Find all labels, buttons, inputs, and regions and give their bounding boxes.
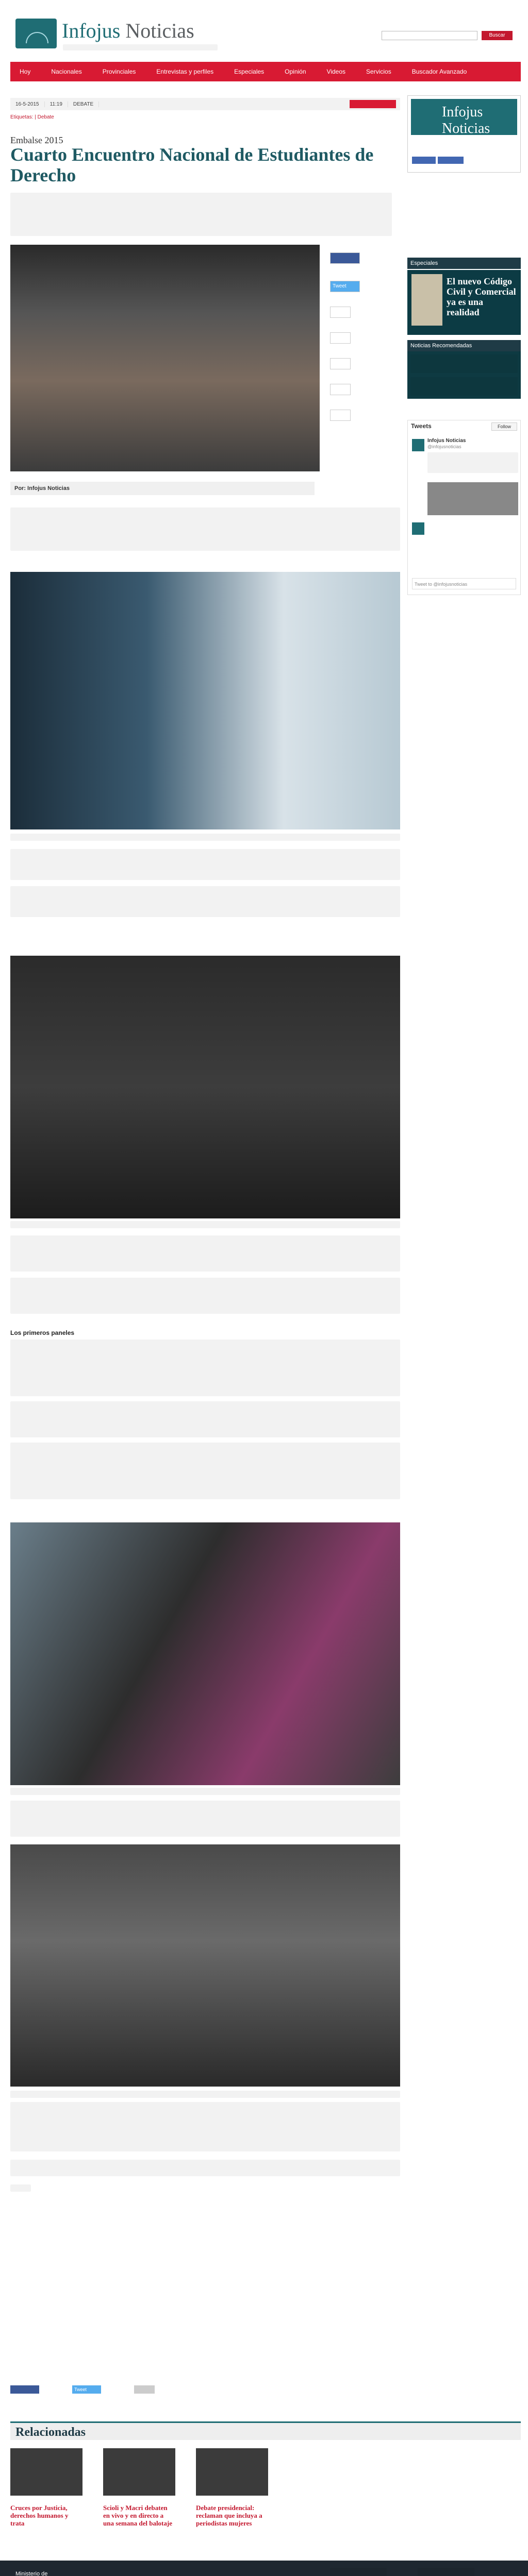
- article-paragraph: [10, 1278, 400, 1314]
- logo-tagline: [63, 44, 218, 50]
- especiales-card-title: El nuevo Código Civil y Comercial ya es una realidad: [447, 276, 516, 317]
- main-nav: [10, 62, 521, 81]
- tweet-image[interactable]: [427, 482, 518, 515]
- article-photo-speaker-2: [10, 956, 400, 1218]
- article-kicker: Embalse 2015: [10, 135, 63, 145]
- footer-link-column-2[interactable]: [418, 2568, 474, 2576]
- article-paragraph: [10, 2102, 400, 2151]
- article-paragraph: [10, 1401, 400, 1437]
- nav-item-buscador[interactable]: Buscador Avanzado: [411, 68, 467, 75]
- twitter-widget: [407, 420, 521, 595]
- article-photo-panel: [10, 1844, 400, 2087]
- nav-item-servicios[interactable]: Servicios: [366, 68, 391, 75]
- recomendada-item[interactable]: [410, 354, 518, 373]
- article-date: 16-5-2015: [10, 101, 45, 107]
- photo-caption: [10, 2091, 400, 2098]
- photo-caption: [10, 1788, 400, 1795]
- article-paragraph: [10, 886, 400, 917]
- nav-item-opinion[interactable]: Opinión: [285, 68, 306, 75]
- logo-infojus: Infojus: [62, 19, 121, 42]
- twitter-avatar[interactable]: [412, 522, 424, 535]
- section-subheading: Los primeros paneles: [10, 1329, 75, 1336]
- infojus-logo-icon[interactable]: [15, 19, 57, 48]
- site-header: [0, 0, 528, 62]
- photo-caption: [10, 1221, 400, 1228]
- gplus-share-button[interactable]: [330, 358, 351, 369]
- search-input[interactable]: [382, 31, 477, 40]
- nav-item-provinciales[interactable]: Provinciales: [102, 68, 136, 75]
- article-photo-speaker: [10, 572, 400, 829]
- infojus-brand-image[interactable]: [411, 99, 517, 135]
- article-lead: [10, 193, 392, 236]
- like-button[interactable]: [412, 157, 436, 164]
- article-section: DEBATE: [68, 101, 99, 107]
- article-paragraph: [10, 507, 400, 551]
- follow-button[interactable]: Follow: [491, 422, 517, 431]
- article-meta-bar: [10, 98, 400, 110]
- recomendadas-list: [407, 351, 521, 399]
- ministry-logo[interactable]: [15, 2571, 118, 2576]
- article-signature: [10, 2184, 31, 2192]
- tweet-input[interactable]: Tweet to @infojusnoticias: [412, 578, 516, 589]
- tweet-author[interactable]: Infojus Noticias: [427, 438, 466, 444]
- tweet-text: [427, 452, 518, 473]
- especiales-card[interactable]: [407, 270, 521, 335]
- article-byline: Por: Infojus Noticias: [10, 482, 315, 495]
- article-paragraph: [10, 1801, 400, 1837]
- site-logo-text[interactable]: [62, 19, 194, 43]
- article-paragraph: [10, 1443, 400, 1499]
- breadcrumb[interactable]: Etiquetas: | Debate: [10, 114, 54, 120]
- pinterest-share-bottom[interactable]: [134, 2385, 155, 2394]
- codigo-civil-cover-image: [411, 274, 442, 326]
- nav-item-especiales[interactable]: Especiales: [234, 68, 265, 75]
- related-image[interactable]: [10, 2448, 82, 2496]
- article-photo-audience: [10, 245, 320, 471]
- article-paragraph: [10, 2160, 400, 2176]
- nav-item-entrevistas[interactable]: Entrevistas y perfiles: [156, 68, 214, 75]
- photo-caption: [10, 834, 400, 841]
- article-paragraph: [10, 1235, 400, 1272]
- related-title[interactable]: Scioli y Macri debaten en vivo y en directo a una semana del balotaje: [103, 2504, 172, 2527]
- related-title[interactable]: Debate presidencial: reclaman que incluya a periodistas mujeres: [196, 2504, 262, 2527]
- article-photo-panelist: [10, 1522, 400, 1785]
- site-footer: [0, 2561, 528, 2576]
- meta-action-button[interactable]: [350, 100, 396, 108]
- nav-item-nacionales[interactable]: Nacionales: [51, 68, 82, 75]
- twitter-share-button[interactable]: Tweet: [330, 281, 360, 292]
- recomendada-item[interactable]: [410, 377, 518, 396]
- twitter-share-button-bottom[interactable]: Tweet: [72, 2385, 101, 2394]
- facebook-share-button-bottom[interactable]: [10, 2385, 39, 2394]
- tweets-heading: Tweets: [411, 422, 432, 430]
- related-image[interactable]: [196, 2448, 268, 2496]
- print-icon[interactable]: [330, 384, 351, 395]
- linkedin-share-button[interactable]: [330, 332, 351, 344]
- related-title[interactable]: Cruces por Justicia, derechos humanos y trata: [10, 2504, 69, 2527]
- twitter-avatar[interactable]: [412, 439, 424, 451]
- related-heading: Relacionadas: [10, 2421, 521, 2440]
- article-paragraph: [10, 849, 400, 880]
- tweet-handle[interactable]: @infojusnoticias: [427, 444, 461, 449]
- ministry-line1: Ministerio de: [15, 2571, 48, 2576]
- search-button[interactable]: Buscar: [482, 31, 513, 40]
- related-image[interactable]: [103, 2448, 175, 2496]
- especiales-heading: Especiales: [407, 258, 521, 269]
- pinterest-share-button[interactable]: [330, 307, 351, 318]
- nav-item-hoy[interactable]: Hoy: [20, 68, 31, 75]
- facebook-widget: [407, 95, 521, 173]
- page-title: Cuarto Encuentro Nacional de Estudiantes de Derecho: [10, 144, 374, 185]
- article-time: 11:19: [45, 101, 68, 107]
- recomendadas-heading: Noticias Recomendadas: [407, 340, 521, 351]
- nav-item-videos[interactable]: Videos: [326, 68, 346, 75]
- logo-noticias: Noticias: [125, 19, 194, 42]
- facebook-share-button[interactable]: [330, 252, 360, 264]
- email-icon[interactable]: [330, 410, 351, 421]
- footer-link-column-1[interactable]: [330, 2568, 387, 2576]
- share-button[interactable]: [438, 157, 464, 164]
- article-paragraph: [10, 1340, 400, 1396]
- brand-text: Infojus Noticias: [442, 104, 490, 137]
